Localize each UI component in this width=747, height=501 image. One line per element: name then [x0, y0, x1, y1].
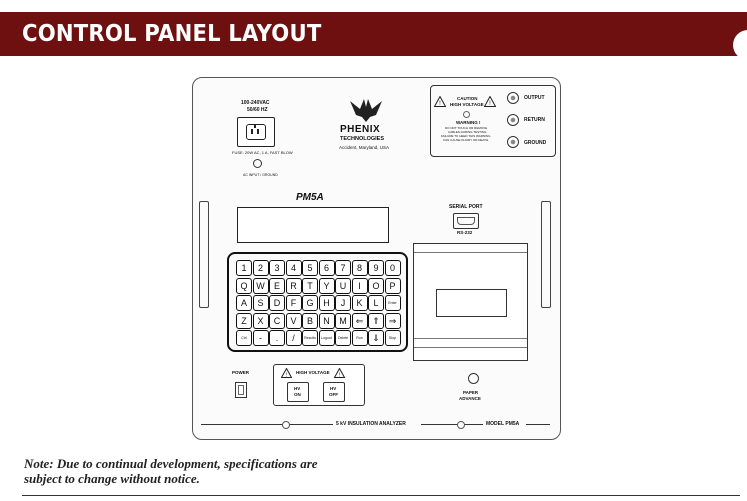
- footer-rule: [22, 495, 740, 496]
- power-label: POWER: [232, 370, 250, 375]
- page-title: CONTROL PANEL LAYOUT: [22, 21, 322, 47]
- key[interactable]: W: [253, 278, 269, 294]
- logo-subname: TECHNOLOGIES: [340, 136, 385, 142]
- key[interactable]: I: [352, 278, 368, 294]
- serial-port-connector[interactable]: [453, 213, 479, 229]
- note: [24, 456, 318, 486]
- key[interactable]: 0: [385, 260, 401, 276]
- key[interactable]: 3: [269, 260, 285, 276]
- hv-on-label-2: ON: [294, 392, 301, 397]
- inlet-voltage: 100-240VAC: [241, 100, 270, 106]
- bottom-screw-right: [457, 421, 465, 429]
- key[interactable]: P: [385, 278, 401, 294]
- key[interactable]: N: [319, 313, 335, 329]
- serial-port-sublabel: RS-232: [457, 230, 473, 235]
- hv-warning-right-icon: [334, 368, 345, 378]
- key-grid: [229, 254, 406, 350]
- key[interactable]: ⇒: [385, 313, 401, 329]
- bottom-rule-right: [526, 424, 550, 425]
- hv-on-label-1: HV: [294, 386, 301, 391]
- note-line-2: subject to change without notice.: [24, 471, 200, 486]
- hv-warning-left-icon: [281, 368, 292, 378]
- key[interactable]: Q: [236, 278, 252, 294]
- inlet-fuse-rating: FUSE: 20W AC, 1 A, FAST BLOW: [232, 150, 293, 155]
- paper-advance-label-2: ADVANCE: [459, 396, 481, 401]
- hv-box-title: HIGH VOLTAGE: [296, 370, 330, 375]
- key[interactable]: Results: [302, 330, 318, 346]
- bottom-screw-left: [282, 421, 290, 429]
- left-handle: [199, 201, 209, 308]
- key[interactable]: D: [269, 295, 285, 311]
- note-line-1: Note: Due to continual development, specifications are: [24, 456, 318, 471]
- caution-right-icon: [484, 96, 496, 107]
- key[interactable]: O: [368, 278, 384, 294]
- bottom-rule-left: [201, 424, 333, 425]
- keyboard: [227, 252, 408, 352]
- warning-title: WARNING !: [456, 120, 481, 125]
- ground-terminal-icon: [253, 159, 262, 168]
- key[interactable]: L: [368, 295, 384, 311]
- key[interactable]: Z: [236, 313, 252, 329]
- power-switch[interactable]: [235, 382, 247, 398]
- hv-off-label-1: HV: [330, 386, 337, 391]
- caution-high-voltage: HIGH VOLTAGE: [450, 102, 484, 107]
- key[interactable]: M: [335, 313, 351, 329]
- key[interactable]: -: [253, 330, 269, 346]
- model-label: PM5A: [296, 192, 324, 203]
- key[interactable]: 1: [236, 260, 252, 276]
- key[interactable]: H: [319, 295, 335, 311]
- key[interactable]: V: [286, 313, 302, 329]
- svg-text:!: !: [338, 372, 341, 378]
- lcd-display: [237, 207, 389, 243]
- power-inlet-socket: [237, 117, 275, 147]
- key[interactable]: Logout: [319, 330, 335, 346]
- key[interactable]: 8: [352, 260, 368, 276]
- ground-terminal-label: GROUND: [524, 140, 547, 146]
- bottom-rule-mid: [421, 424, 483, 425]
- serial-port-label: SERIAL PORT: [449, 204, 483, 210]
- key[interactable]: ⇑: [368, 313, 384, 329]
- paper-advance-label-1: PAPER: [463, 390, 479, 395]
- logo-location: Accident, Maryland, USA: [339, 145, 390, 150]
- key[interactable]: R: [286, 278, 302, 294]
- hv-off-button[interactable]: [323, 382, 345, 402]
- key[interactable]: B: [302, 313, 318, 329]
- printer-paper-slot: [436, 289, 507, 317]
- warning-line-1: DO NOT TOUCH OR REMOVE: [445, 126, 488, 130]
- key[interactable]: ⇐: [352, 313, 368, 329]
- inlet-frequency: 50/60 HZ: [247, 107, 268, 113]
- caution-label: CAUTION: [457, 96, 478, 101]
- key[interactable]: C: [269, 313, 285, 329]
- key[interactable]: X: [253, 313, 269, 329]
- warning-terminal-dot: [463, 111, 470, 118]
- key[interactable]: 4: [286, 260, 302, 276]
- control-panel: [192, 77, 561, 440]
- key[interactable]: K: [352, 295, 368, 311]
- key[interactable]: G: [302, 295, 318, 311]
- warning-line-2: CABLES DURING TESTING.: [448, 130, 488, 134]
- svg-text:!: !: [439, 101, 441, 107]
- svg-text:!: !: [489, 101, 491, 107]
- warning-line-3: FAILURE TO HEED THIS WARNING: [441, 134, 491, 138]
- key[interactable]: E: [269, 278, 285, 294]
- output-terminal-label: OUTPUT: [524, 95, 545, 101]
- key[interactable]: 9: [368, 260, 384, 276]
- key[interactable]: /: [286, 330, 302, 346]
- hv-off-label-2: OFF: [329, 392, 338, 397]
- key[interactable]: Run: [352, 330, 368, 346]
- paper-advance-button[interactable]: [468, 373, 479, 384]
- model-footer-label: MODEL PM5A: [486, 421, 520, 427]
- key[interactable]: F: [286, 295, 302, 311]
- key[interactable]: 5: [302, 260, 318, 276]
- key[interactable]: 2: [253, 260, 269, 276]
- key[interactable]: Stop: [385, 330, 401, 346]
- warning-line-4: CAN CAUSE INJURY OR DEATH.: [443, 138, 490, 142]
- printer: [413, 243, 528, 361]
- hv-on-button[interactable]: [287, 382, 309, 402]
- phenix-bird-icon: [346, 95, 386, 123]
- key[interactable]: T: [302, 278, 318, 294]
- key[interactable]: ⇓: [368, 330, 384, 346]
- key[interactable]: .: [269, 330, 285, 346]
- key[interactable]: 7: [335, 260, 351, 276]
- caution-left-icon: [434, 96, 446, 107]
- right-handle: [541, 201, 551, 308]
- key[interactable]: U: [335, 278, 351, 294]
- key[interactable]: A: [236, 295, 252, 311]
- return-terminal[interactable]: [507, 114, 519, 126]
- analyzer-label: 5 kV INSULATION ANALYZER: [336, 421, 406, 427]
- svg-text:!: !: [285, 372, 288, 378]
- ground-terminal[interactable]: [507, 136, 519, 148]
- key[interactable]: Ctrl: [236, 330, 252, 346]
- key[interactable]: S: [253, 295, 269, 311]
- inlet-ac-ground: AC INPUT / GROUND: [243, 173, 278, 177]
- logo-name: PHENIX: [340, 124, 381, 135]
- key[interactable]: Enter: [385, 295, 401, 311]
- key[interactable]: 6: [319, 260, 335, 276]
- key[interactable]: J: [335, 295, 351, 311]
- output-terminal[interactable]: [507, 92, 519, 104]
- return-terminal-label: RETURN: [524, 117, 545, 123]
- key[interactable]: Y: [319, 278, 335, 294]
- key[interactable]: Delete: [335, 330, 351, 346]
